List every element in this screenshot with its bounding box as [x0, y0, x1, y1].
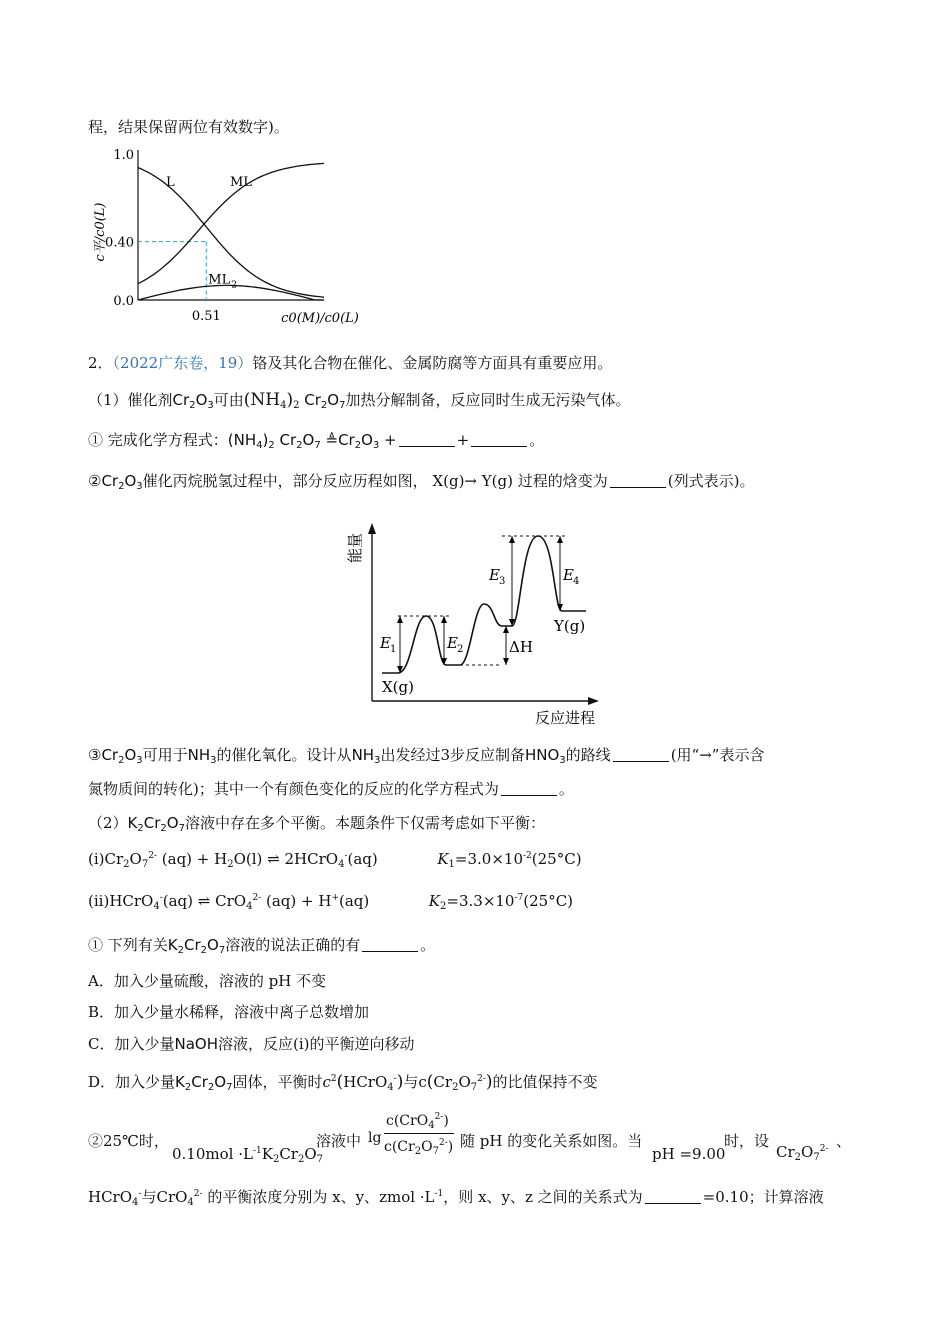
part-2-q2-c: 溶液中	[316, 1132, 362, 1150]
answer-blank[interactable]	[645, 1189, 701, 1204]
part-2-stem: $(2)K_2Cr_2O_7$溶液中存在多个平衡。本题条件下仅需考虑如下平衡：	[88, 814, 545, 834]
ph-value: pH =9.00	[652, 1145, 726, 1163]
y-tick-label: 0.0	[113, 294, 134, 309]
x-axis-label: c0(M)/c0(L)	[281, 311, 359, 326]
answer-blank[interactable]	[501, 781, 557, 796]
option-d: D．加入少量$K_2Cr_2O_7$固体，平衡时$c^2(HCrO_4^-)$与$c(Cr_2O_7^{2-})$的比值保持不变	[88, 1072, 598, 1093]
e2-arrow-head-top	[441, 616, 447, 623]
part-2-q2-a: ②25℃时，	[88, 1132, 169, 1150]
answer-blank[interactable]	[362, 937, 418, 952]
part-1-q3-cont: 氮物质间的转化)；其中一个有颜色变化的反应的化学方程式为 。	[88, 780, 574, 798]
y-axis-title: 能量	[346, 532, 364, 564]
dichromate-ion: $Cr_2O_7^{2-}$	[776, 1143, 829, 1163]
y-tick-label: 1.0	[113, 148, 134, 163]
e3-arrow-head-top	[509, 536, 515, 543]
part-1-stem: （1）催化剂$Cr_2O_3$可由$(NH_4)_2$ $Cr_2O_7$加热分解制备，反应同时生成无污染气体。	[88, 390, 631, 411]
y-tick-label: 0.40	[105, 235, 134, 251]
e2-label: E	[447, 634, 458, 652]
e4-label: E	[563, 566, 574, 584]
series-ML2-label: ML	[208, 272, 231, 288]
y-axis-arrow	[368, 523, 376, 534]
part-2-q2-conc: $0.10mol \cdot L^{-1}K_2Cr_2O_7$	[172, 1145, 324, 1165]
e4-arrow-head-top	[557, 536, 563, 543]
question-2-header: 2．（2022广东卷，19）铬及其化合物在催化、金属防腐等方面具有重要应用。	[88, 354, 613, 372]
answer-blank[interactable]	[399, 432, 455, 447]
e4-arrow-head-bottom	[557, 604, 563, 611]
y-state-label: Y(g)	[554, 617, 586, 635]
x-tick-label: 0.51	[191, 309, 221, 324]
equilibrium-ii: (ii)HCrO$_4$-(aq) ⇌ CrO$_4^{2-}$ (aq) + H+(aq) $K_2=3.3\times 10^{-7}(25^\circ C)$	[88, 892, 574, 912]
e2-label-subscript: 2	[457, 644, 464, 655]
part-2-q2-d: 随 pH 的变化关系如图。当	[460, 1132, 643, 1150]
answer-blank[interactable]	[610, 473, 666, 488]
question-source: （2022广东卷，19）	[112, 354, 253, 372]
dh-label: ΔH	[509, 638, 533, 656]
part-1-q1: ① 完成化学方程式：$(NH_4)_2$ $Cr_2O_7$ $≜Cr_2O_3$ + + 。	[88, 431, 545, 451]
e1-label: E	[380, 634, 391, 652]
x-state-label: X(g)	[382, 678, 414, 696]
x-axis-arrow	[588, 697, 599, 705]
e3-label: E	[489, 566, 500, 584]
series-L-label: L	[166, 175, 175, 190]
e1-arrow-head-top	[397, 616, 403, 623]
distribution-chart	[86, 140, 359, 335]
y-axis-label: c平/c0(L)	[93, 202, 108, 262]
option-c: C．加入少量NaOH溶液，反应(i)的平衡逆向移动	[88, 1035, 415, 1053]
answer-blank[interactable]	[613, 747, 669, 762]
series-ML2-subscript: 2	[231, 280, 238, 291]
energy-profile	[382, 536, 586, 673]
x-axis-title: 反应进程	[534, 709, 596, 727]
intro-line: 程，结果保留两位有效数字)。	[88, 118, 289, 136]
energy-diagram	[340, 518, 620, 728]
dh-arrow-head-bottom	[503, 658, 509, 665]
equilibrium-i: $(i)Cr_2O_7^{2-}$ $(aq) + H_2O(l)$ ⇌ 2HCrO$_4$-(aq) $K_1=3.0\times 10^{-2}(25^\circ C)$	[88, 850, 582, 870]
answer-blank[interactable]	[471, 432, 527, 447]
e3-label-subscript: 3	[499, 576, 506, 587]
part-2-q2-f: 时，设	[724, 1132, 770, 1150]
part-1-q2: $②Cr_2O_3$催化丙烷脱氢过程中，部分反应历程如图， X(g)→ Y(g) 过程的焓变为 (列式表示)。	[88, 472, 755, 492]
option-b: B．加入少量水稀释，溶液中离子总数增加	[88, 1003, 370, 1021]
e1-label-subscript: 1	[390, 644, 397, 655]
dh-arrow-head-top	[503, 626, 509, 633]
option-a: A．加入少量硫酸，溶液的 pH 不变	[88, 972, 327, 990]
last-line: HCrO$_4$-与CrO$_4^{2-}$ 的平衡浓度分别为 x、y、zmol $\cdot L^{-1}$，则 x、y、z 之间的关系式为 =0.10；计算溶液	[88, 1188, 824, 1208]
e4-label-subscript: 4	[573, 576, 580, 587]
part-2-q2-g: 、	[836, 1132, 852, 1150]
series-ML-label: ML	[230, 175, 252, 190]
part-1-q3: $③Cr_2O_3$可用于$NH_3$的催化氧化。设计从$NH_3$出发经过3步反应制备$HNO_3$的路线 (用“→”表示含	[88, 746, 765, 766]
part-2-q1: ① 下列有关$K_2Cr_2O_7$溶液的说法正确的有 。	[88, 936, 436, 956]
